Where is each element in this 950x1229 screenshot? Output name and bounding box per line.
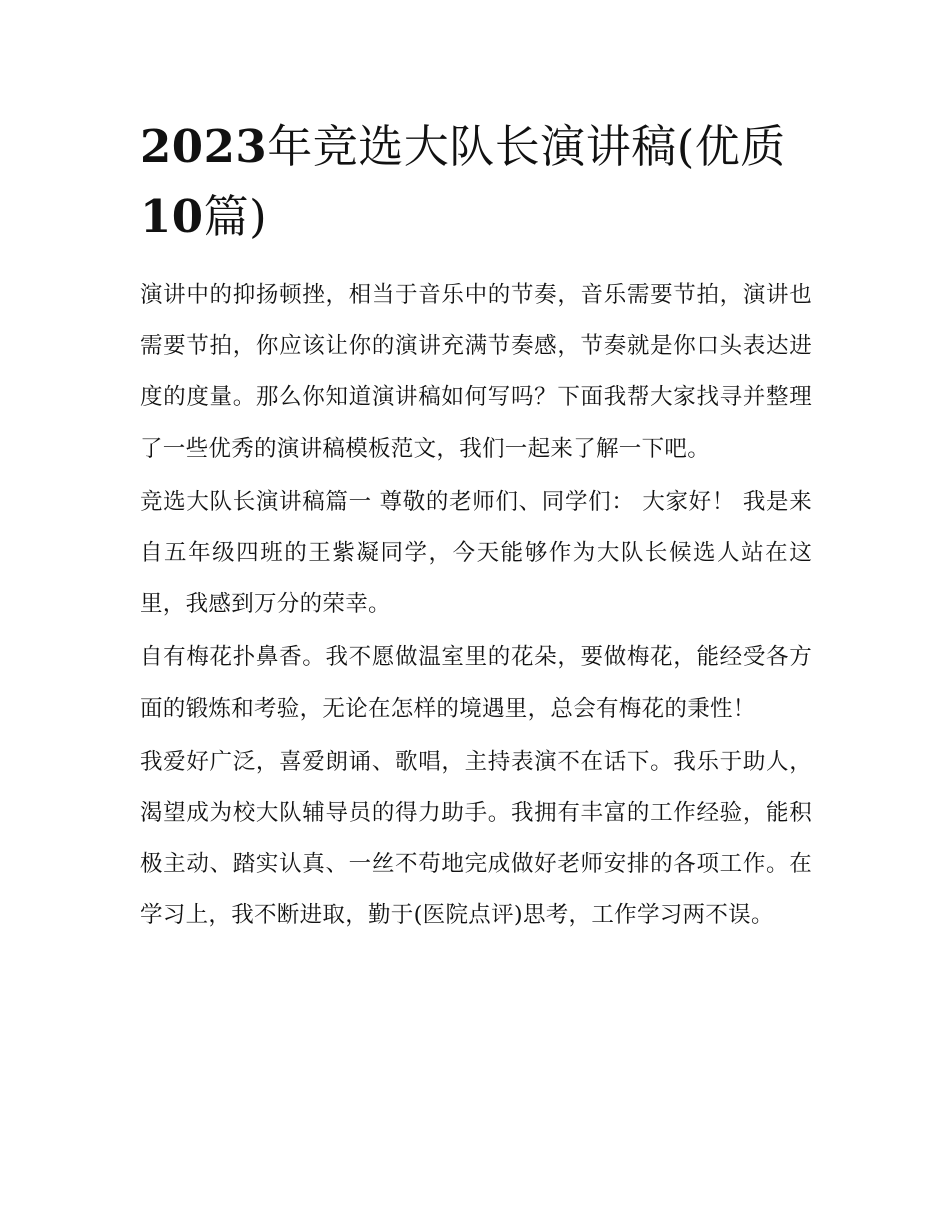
paragraph-intro: 演讲中的抑扬顿挫，相当于音乐中的节奏，音乐需要节拍，演讲也需要节拍，你应该让你的演讲充满节奏感，节奏就是你口头表达进度的度量。那么你知道演讲稿如何写吗？下面我帮大家找寻并整理了一些优秀的演讲稿模板范文，我们一起来了解一下吧。 (140, 282, 812, 462)
document-title (140, 112, 812, 252)
title-suffix: 篇) (203, 190, 268, 243)
title-year: 2023 (140, 120, 268, 173)
document-body (140, 270, 812, 942)
document-page (140, 112, 812, 944)
paragraph-plum-blossom: 自有梅花扑鼻香。我不愿做温室里的花朵，要做梅花，能经受各方面的锻炼和考验，无论在怎样的境遇里，总会有梅花的秉性！ (140, 644, 812, 722)
title-text: 年竞选大队长演讲稿(优质 (267, 120, 786, 173)
paragraph-hobbies: 我爱好广泛，喜爱朗诵、歌唱，主持表演不在话下。我乐于助人，渴望成为校大队辅导员的得力助手。我拥有丰富的工作经验，能积极主动、踏实认真、一丝不苟地完成做好老师安排的各项工作。在学习上，我不断进取，勤于(医院点评)思考，工作学习两不误。 (140, 748, 812, 929)
title-count: 10 (140, 190, 204, 243)
paragraph-greeting: 竞选大队长演讲稿篇一 尊敬的老师们、同学们： 大家好！ 我是来自五年级四班的王紫凝同学，今天能够作为大队长候选人站在这里，我感到万分的荣幸。 (140, 488, 812, 618)
